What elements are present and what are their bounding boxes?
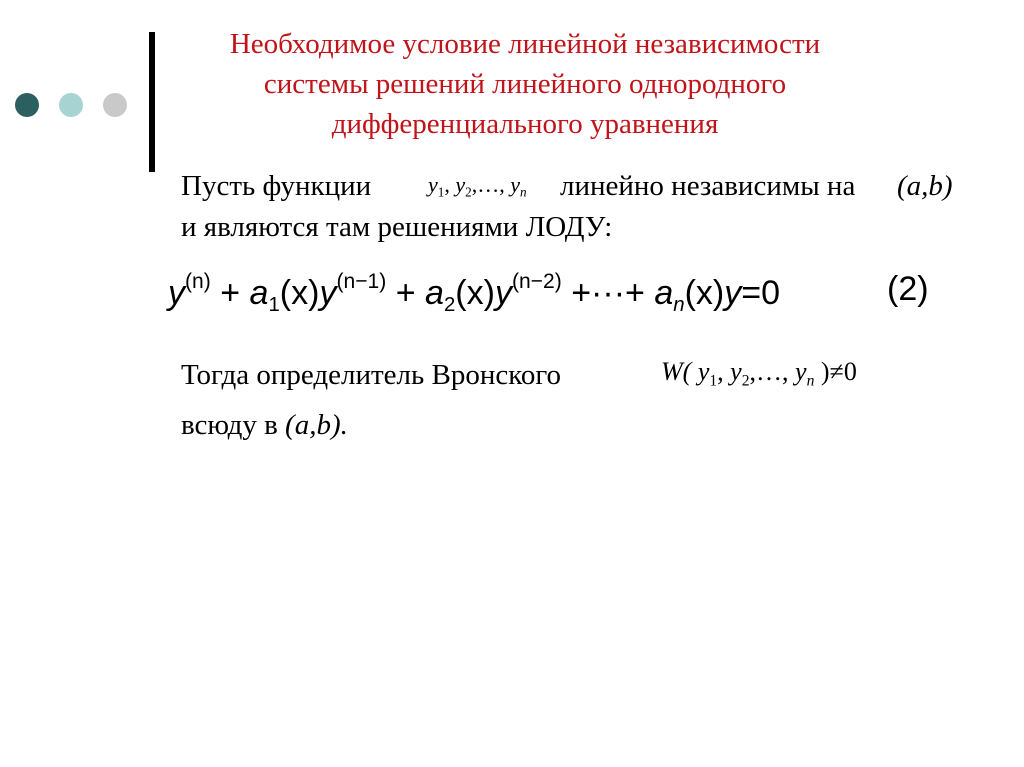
p1-line2: и являются там решениями ЛОДУ: — [181, 211, 613, 243]
ode-equation: $y^{(n)} + a_1(x)y^{(n-1)} + a_2(x)y^{(n-2)}$ +···+ $a_n(x)y=0$ — [168, 270, 781, 316]
p2-start: Тогда определитель Вронского — [181, 359, 562, 391]
decor-dot-gray — [103, 93, 127, 117]
title-line-3: дифференциального уравнения — [331, 108, 719, 140]
slide-title — [200, 24, 850, 144]
p2-line2-text: всюду в — [181, 409, 278, 441]
title-line-2: системы решений линейного однородного — [263, 68, 787, 100]
p1-interval: (a,b) — [897, 170, 953, 202]
p2-interval: (a,b). — [285, 409, 348, 441]
decor-vertical-bar — [149, 32, 155, 172]
title-line-1: Необходимое условие линейной независимости — [229, 28, 821, 60]
decor-dot-dark — [15, 93, 39, 117]
equation-number: (2) — [887, 270, 929, 308]
p2-line2 — [181, 409, 348, 442]
formula-y1-yn: $y_1$, $y_2,\dots$, $y_n$ — [428, 172, 527, 200]
p1-mid: линейно независимы на — [560, 170, 856, 202]
decor-dot-teal — [59, 93, 83, 117]
formula-wronskian: W( $y_1$, $y_2,\dots$, $y_n$ )≠0 — [661, 357, 857, 390]
p1-start: Пусть функции — [181, 170, 372, 202]
